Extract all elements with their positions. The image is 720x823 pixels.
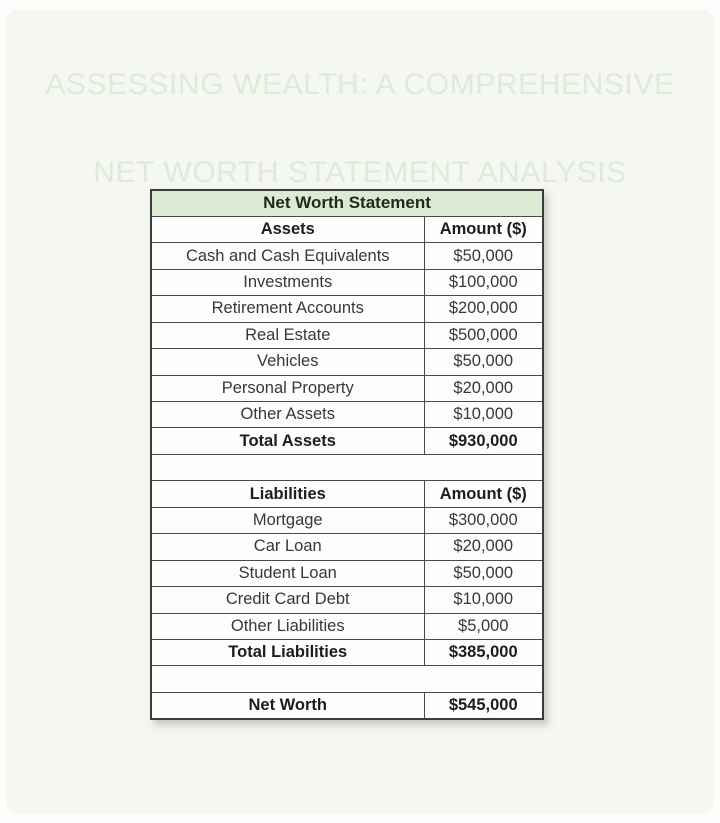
table-row — [151, 322, 543, 348]
table-row — [151, 534, 543, 560]
row-amount: $50,000 — [424, 243, 543, 269]
row-amount: $5,000 — [424, 613, 543, 639]
row-label: Car Loan — [151, 534, 424, 560]
assets-header-label: Assets — [151, 216, 424, 242]
row-label: Mortgage — [151, 507, 424, 533]
table-row — [151, 243, 543, 269]
liabilities-header-amount: Amount ($) — [424, 481, 543, 507]
table-row — [151, 402, 543, 428]
liabilities-total-row — [151, 639, 543, 665]
spacer-cell — [151, 666, 543, 692]
table-row — [151, 587, 543, 613]
assets-header-row — [151, 216, 543, 242]
table-row — [151, 296, 543, 322]
net-worth-label: Net Worth — [151, 692, 424, 718]
row-amount: $500,000 — [424, 322, 543, 348]
row-label: Personal Property — [151, 375, 424, 401]
row-amount: $20,000 — [424, 375, 543, 401]
page-title-line2: NET WORTH STATEMENT ANALYSIS — [93, 156, 627, 189]
row-label: Retirement Accounts — [151, 296, 424, 322]
table-row — [151, 375, 543, 401]
total-amount: $930,000 — [424, 428, 543, 454]
row-label: Student Loan — [151, 560, 424, 586]
net-worth-table — [150, 189, 544, 720]
row-amount: $100,000 — [424, 269, 543, 295]
page-title — [0, 63, 720, 195]
row-amount: $50,000 — [424, 349, 543, 375]
spacer-row — [151, 666, 543, 692]
row-label: Real Estate — [151, 322, 424, 348]
total-label: Total Liabilities — [151, 639, 424, 665]
row-label: Investments — [151, 269, 424, 295]
table-title-row — [151, 190, 543, 216]
liabilities-header-row — [151, 481, 543, 507]
table-row — [151, 349, 543, 375]
liabilities-header-label: Liabilities — [151, 481, 424, 507]
table-row — [151, 613, 543, 639]
total-label: Total Assets — [151, 428, 424, 454]
table-row — [151, 560, 543, 586]
assets-header-amount: Amount ($) — [424, 216, 543, 242]
row-amount: $20,000 — [424, 534, 543, 560]
row-label: Vehicles — [151, 349, 424, 375]
spacer-cell — [151, 454, 543, 480]
assets-total-row — [151, 428, 543, 454]
page-title-line1: ASSESSING WEALTH: A COMPREHENSIVE — [45, 68, 675, 101]
row-amount: $200,000 — [424, 296, 543, 322]
spacer-row — [151, 454, 543, 480]
table-title: Net Worth Statement — [151, 190, 543, 216]
row-amount: $10,000 — [424, 402, 543, 428]
net-worth-amount: $545,000 — [424, 692, 543, 718]
total-amount: $385,000 — [424, 639, 543, 665]
net-worth-row — [151, 692, 543, 718]
row-label: Cash and Cash Equivalents — [151, 243, 424, 269]
table-row — [151, 507, 543, 533]
row-amount: $10,000 — [424, 587, 543, 613]
row-label: Other Assets — [151, 402, 424, 428]
row-amount: $300,000 — [424, 507, 543, 533]
row-amount: $50,000 — [424, 560, 543, 586]
row-label: Credit Card Debt — [151, 587, 424, 613]
table-row — [151, 269, 543, 295]
row-label: Other Liabilities — [151, 613, 424, 639]
